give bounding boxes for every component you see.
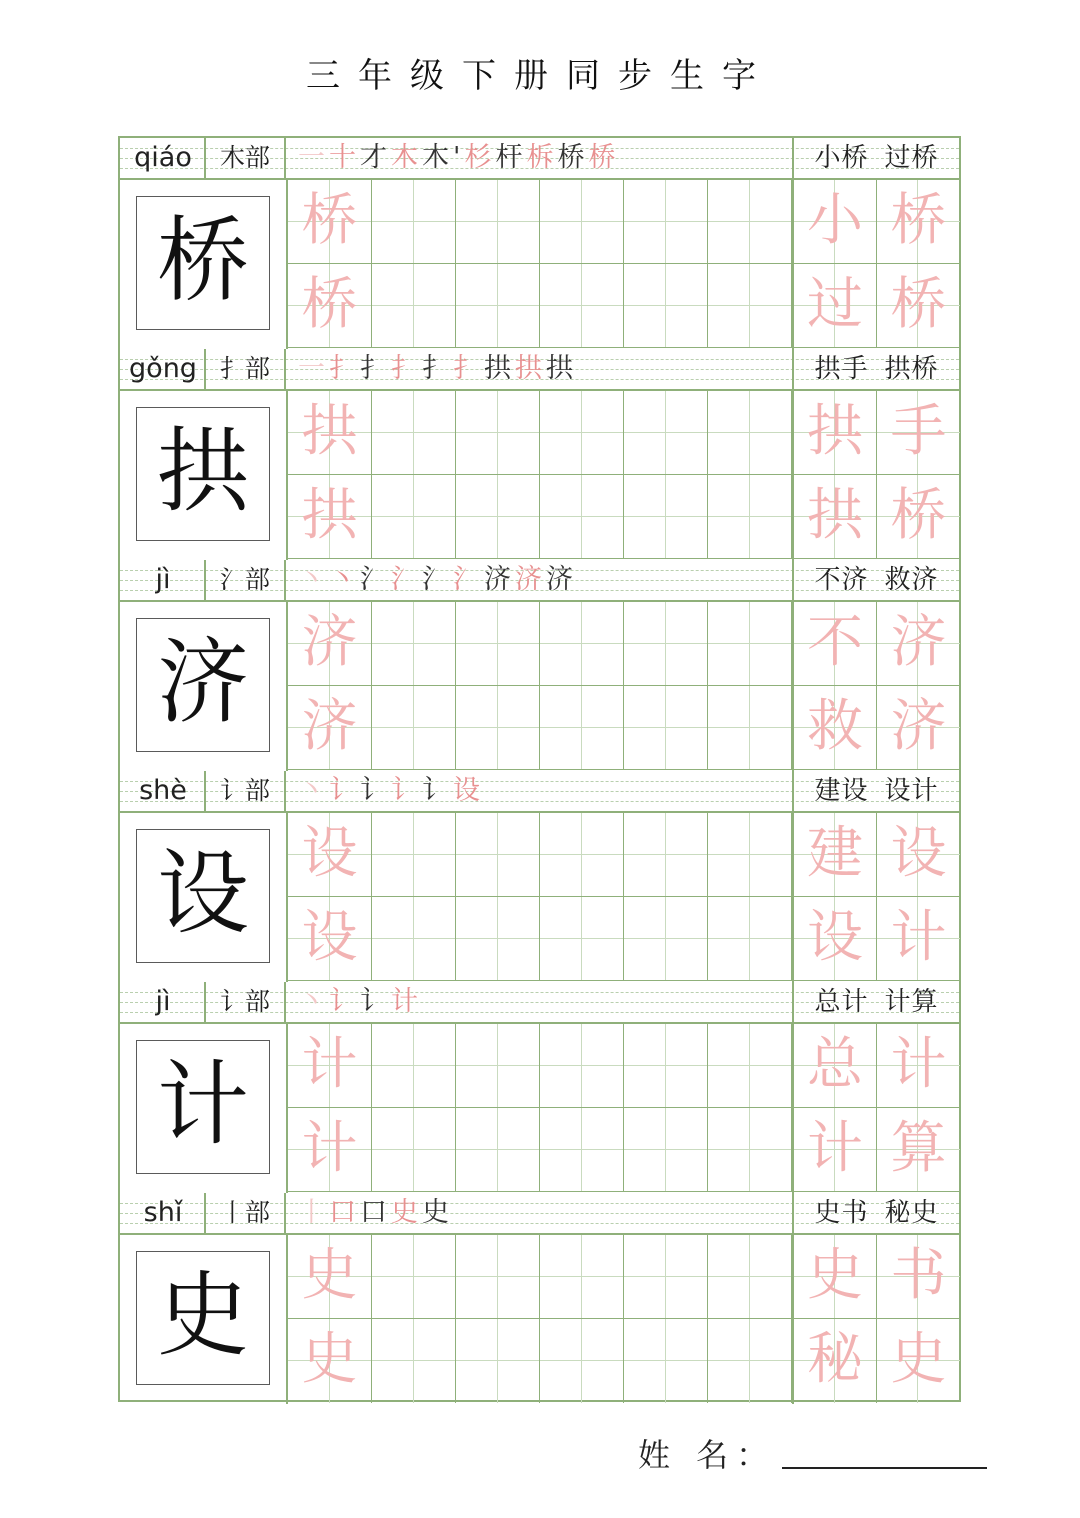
practice-cell[interactable]: [372, 475, 456, 559]
model-character: 济: [136, 618, 270, 752]
stroke-step: 氵: [422, 564, 453, 595]
example-words: [792, 771, 959, 811]
model-character: 计: [136, 1040, 270, 1174]
practice-cell[interactable]: [624, 1024, 708, 1108]
practice-cell[interactable]: [372, 1024, 456, 1108]
pinyin-label: jì: [155, 564, 171, 595]
word-trace-cell[interactable]: 史: [877, 1319, 960, 1403]
example-word: 拱手: [814, 354, 869, 384]
trace-cell[interactable]: 史: [288, 1319, 372, 1403]
character-block: [120, 1193, 959, 1404]
word-practice-grid: [792, 1024, 959, 1193]
example-words: [792, 349, 959, 389]
trace-cell[interactable]: 济: [288, 686, 372, 770]
practice-cell[interactable]: [456, 1235, 540, 1319]
trace-cell[interactable]: 计: [288, 1024, 372, 1108]
stroke-step: 拱: [546, 353, 577, 384]
stroke-step: 柝: [526, 142, 558, 173]
stroke-step: 一: [298, 353, 329, 384]
word-trace-cell[interactable]: 手: [877, 391, 960, 475]
practice-cell[interactable]: [708, 1319, 792, 1403]
stroke-step: 口: [329, 1197, 360, 1228]
example-word: 不济: [814, 565, 869, 595]
stroke-order: [298, 560, 788, 600]
radical-label: 木部: [204, 138, 286, 178]
practice-cell[interactable]: [708, 897, 792, 981]
practice-cell[interactable]: [372, 1108, 456, 1192]
word-trace-cell[interactable]: 济: [877, 686, 960, 770]
practice-cell[interactable]: [372, 180, 456, 264]
pinyin-label: jì: [155, 986, 171, 1017]
stroke-step: 拱: [484, 353, 515, 384]
practice-grid: [288, 813, 792, 982]
practice-sheet: [118, 136, 961, 1402]
stroke-step: 讠: [360, 775, 391, 806]
radical-label: 讠部: [204, 771, 286, 811]
practice-cell[interactable]: [708, 686, 792, 770]
trace-cell[interactable]: 拱: [288, 475, 372, 559]
word-trace-cell[interactable]: 计: [794, 1108, 877, 1192]
trace-cell[interactable]: 设: [288, 897, 372, 981]
stroke-step: 木: [391, 142, 422, 173]
trace-cell[interactable]: 桥: [288, 180, 372, 264]
name-blank-line[interactable]: [782, 1447, 987, 1469]
page-title: 三年级下册同步生字: [306, 56, 774, 96]
stroke-step: 讠: [391, 775, 422, 806]
example-word: 拱桥: [884, 354, 939, 384]
word-trace-cell[interactable]: 过: [794, 264, 877, 348]
character-block: [120, 771, 959, 982]
stroke-step: 丶: [298, 564, 329, 595]
model-character-area: [120, 602, 288, 771]
practice-grid: [288, 391, 792, 560]
example-word: 总计: [814, 987, 869, 1017]
stroke-step: 扌: [422, 353, 453, 384]
word-trace-cell[interactable]: 桥: [877, 264, 960, 348]
practice-cell[interactable]: [456, 391, 540, 475]
practice-cell[interactable]: [372, 897, 456, 981]
model-character-area: [120, 1235, 288, 1404]
stroke-step: 十: [329, 142, 360, 173]
practice-cell[interactable]: [624, 602, 708, 686]
stroke-step: 氵: [453, 564, 484, 595]
practice-cell[interactable]: [624, 264, 708, 348]
stroke-step: 丨: [298, 1197, 329, 1228]
stroke-step: 桥: [588, 142, 620, 173]
stroke-step: 济: [484, 564, 515, 595]
word-trace-cell[interactable]: 桥: [877, 180, 960, 264]
stroke-step: 扌: [329, 353, 360, 384]
practice-cell[interactable]: [456, 897, 540, 981]
practice-cell[interactable]: [624, 180, 708, 264]
stroke-step: 济: [515, 564, 546, 595]
practice-cell[interactable]: [372, 391, 456, 475]
practice-cell[interactable]: [624, 475, 708, 559]
example-word: 小桥: [814, 143, 869, 173]
model-character-area: [120, 1024, 288, 1193]
stroke-step: 扌: [453, 353, 484, 384]
stroke-step: 丶: [298, 986, 329, 1017]
word-practice-grid: [792, 1235, 959, 1404]
practice-cell[interactable]: [624, 686, 708, 770]
pinyin-label: shè: [139, 775, 187, 806]
pinyin-label: gǒng: [129, 353, 197, 384]
stroke-step: 史: [422, 1197, 453, 1228]
model-character: 拱: [136, 407, 270, 541]
word-trace-cell[interactable]: 桥: [877, 475, 960, 559]
word-practice-grid: [792, 180, 959, 349]
stroke-step: 讠: [360, 986, 391, 1017]
practice-cell[interactable]: [456, 1319, 540, 1403]
practice-cell[interactable]: [708, 813, 792, 897]
practice-cell[interactable]: [372, 1235, 456, 1319]
practice-cell[interactable]: [708, 1024, 792, 1108]
practice-cell[interactable]: [372, 1319, 456, 1403]
stroke-step: 丶: [298, 775, 329, 806]
character-block: [120, 982, 959, 1193]
name-label: 姓 名：: [638, 1436, 777, 1474]
stroke-step: 设: [453, 775, 484, 806]
stroke-step: 才: [360, 142, 391, 173]
word-trace-cell[interactable]: 计: [877, 1024, 960, 1108]
practice-cell[interactable]: [540, 602, 624, 686]
trace-cell[interactable]: 拱: [288, 391, 372, 475]
practice-cell[interactable]: [456, 1108, 540, 1192]
practice-cell[interactable]: [456, 813, 540, 897]
word-trace-cell[interactable]: 计: [877, 897, 960, 981]
example-word: 救济: [884, 565, 939, 595]
pinyin-label: qiáo: [134, 142, 192, 173]
word-trace-cell[interactable]: 拱: [794, 391, 877, 475]
radical-label: 讠部: [204, 982, 286, 1022]
practice-cell[interactable]: [540, 813, 624, 897]
stroke-step: 桥: [557, 142, 589, 173]
block-header: [120, 560, 959, 602]
example-word: 计算: [884, 987, 939, 1017]
stroke-order: [298, 982, 788, 1022]
trace-cell[interactable]: 济: [288, 602, 372, 686]
block-header: [120, 349, 959, 391]
practice-cell[interactable]: [540, 264, 624, 348]
practice-cell[interactable]: [708, 1235, 792, 1319]
stroke-step: 氵: [360, 564, 391, 595]
word-trace-cell[interactable]: 设: [877, 813, 960, 897]
practice-grid: [288, 180, 792, 349]
word-trace-cell[interactable]: 小: [794, 180, 877, 264]
practice-cell[interactable]: [456, 180, 540, 264]
radical-label: 扌部: [204, 349, 286, 389]
model-character-area: [120, 391, 288, 560]
word-practice-grid: [792, 602, 959, 771]
stroke-step: 济: [546, 564, 577, 595]
word-practice-grid: [792, 391, 959, 560]
word-trace-cell[interactable]: 总: [794, 1024, 877, 1108]
practice-cell[interactable]: [624, 1108, 708, 1192]
name-field[interactable]: [638, 1430, 987, 1476]
word-trace-cell[interactable]: 秘: [794, 1319, 877, 1403]
example-word: 秘史: [884, 1198, 939, 1228]
word-trace-cell[interactable]: 书: [877, 1235, 960, 1319]
practice-cell[interactable]: [540, 391, 624, 475]
word-trace-cell[interactable]: 不: [794, 602, 877, 686]
practice-cell[interactable]: [540, 1319, 624, 1403]
block-header: [120, 138, 959, 180]
practice-cell[interactable]: [540, 475, 624, 559]
stroke-order: [298, 1193, 788, 1233]
practice-cell[interactable]: [708, 264, 792, 348]
stroke-step: 讠: [329, 986, 360, 1017]
model-character-area: [120, 813, 288, 982]
stroke-step: 讠: [329, 775, 360, 806]
model-character: 桥: [136, 196, 270, 330]
practice-cell[interactable]: [708, 475, 792, 559]
stroke-step: 杆: [495, 142, 527, 173]
practice-grid: [288, 602, 792, 771]
word-trace-cell[interactable]: 拱: [794, 475, 877, 559]
stroke-order: [298, 349, 788, 389]
trace-cell[interactable]: 史: [288, 1235, 372, 1319]
trace-cell[interactable]: 设: [288, 813, 372, 897]
practice-cell[interactable]: [456, 475, 540, 559]
stroke-step: 口: [360, 1197, 391, 1228]
stroke-step: 计: [391, 986, 422, 1017]
example-words: [792, 1193, 959, 1233]
practice-cell[interactable]: [540, 897, 624, 981]
model-character-area: [120, 180, 288, 349]
practice-grid: [288, 1024, 792, 1193]
example-word: 过桥: [884, 143, 939, 173]
practice-cell[interactable]: [708, 1108, 792, 1192]
example-words: [792, 138, 959, 178]
practice-cell[interactable]: [372, 602, 456, 686]
practice-cell[interactable]: [624, 1235, 708, 1319]
character-block: [120, 138, 959, 349]
stroke-step: 扌: [360, 353, 391, 384]
model-character: 史: [136, 1251, 270, 1385]
practice-cell[interactable]: [540, 1024, 624, 1108]
word-trace-cell[interactable]: 设: [794, 897, 877, 981]
block-header: [120, 982, 959, 1024]
stroke-step: 木': [422, 142, 465, 173]
stroke-order: [298, 138, 788, 178]
word-trace-cell[interactable]: 算: [877, 1108, 960, 1192]
example-word: 建设: [814, 776, 869, 806]
example-word: 史书: [814, 1198, 869, 1228]
practice-grid: [288, 1235, 792, 1404]
stroke-step: 丶: [329, 564, 360, 595]
practice-cell[interactable]: [372, 813, 456, 897]
stroke-step: 史: [391, 1197, 422, 1228]
practice-cell[interactable]: [372, 264, 456, 348]
practice-cell[interactable]: [456, 686, 540, 770]
stroke-step: 杉: [464, 142, 496, 173]
stroke-step: 氵: [391, 564, 422, 595]
character-block: [120, 560, 959, 771]
word-trace-cell[interactable]: 救: [794, 686, 877, 770]
pinyin-label: shǐ: [143, 1197, 183, 1228]
trace-cell[interactable]: 桥: [288, 264, 372, 348]
stroke-step: 扌: [391, 353, 422, 384]
practice-cell[interactable]: [540, 686, 624, 770]
practice-cell[interactable]: [624, 897, 708, 981]
practice-cell[interactable]: [708, 602, 792, 686]
practice-cell[interactable]: [456, 602, 540, 686]
model-character: 设: [136, 829, 270, 963]
practice-cell[interactable]: [372, 686, 456, 770]
word-practice-grid: [792, 813, 959, 982]
practice-cell[interactable]: [624, 1319, 708, 1403]
example-word: 设计: [884, 776, 939, 806]
character-block: [120, 349, 959, 560]
practice-cell[interactable]: [540, 1108, 624, 1192]
trace-cell[interactable]: 计: [288, 1108, 372, 1192]
example-words: [792, 982, 959, 1022]
stroke-order: [298, 771, 788, 811]
practice-cell[interactable]: [708, 391, 792, 475]
practice-cell[interactable]: [540, 1235, 624, 1319]
stroke-step: 拱: [515, 353, 546, 384]
stroke-step: 讠: [422, 775, 453, 806]
practice-cell[interactable]: [456, 264, 540, 348]
word-trace-cell[interactable]: 济: [877, 602, 960, 686]
practice-cell[interactable]: [624, 391, 708, 475]
stroke-step: 一: [298, 142, 329, 173]
practice-cell[interactable]: [624, 813, 708, 897]
practice-cell[interactable]: [708, 180, 792, 264]
practice-cell[interactable]: [456, 1024, 540, 1108]
word-trace-cell[interactable]: 史: [794, 1235, 877, 1319]
block-header: [120, 1193, 959, 1235]
radical-label: 氵部: [204, 560, 286, 600]
word-trace-cell[interactable]: 建: [794, 813, 877, 897]
radical-label: 丨部: [204, 1193, 286, 1233]
block-header: [120, 771, 959, 813]
practice-cell[interactable]: [540, 180, 624, 264]
example-words: [792, 560, 959, 600]
